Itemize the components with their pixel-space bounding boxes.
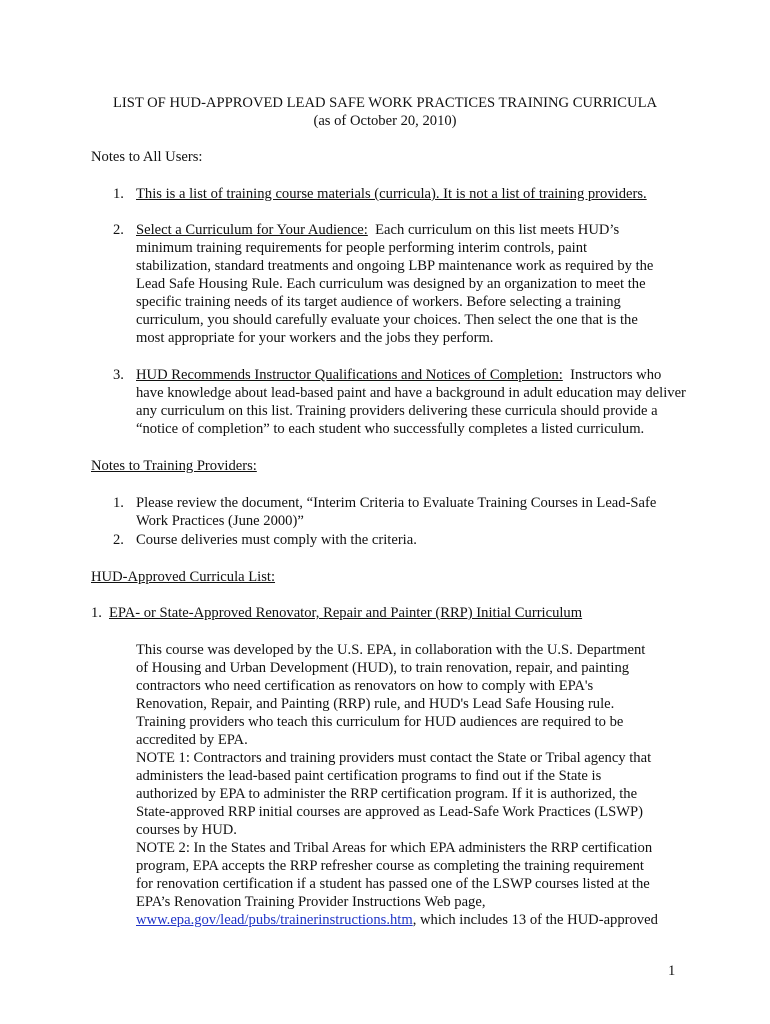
note-3-line: HUD Recommends Instructor Qualifications and Notices of Completion: Instructors who: [136, 367, 662, 383]
notes-providers-heading: Notes to Training Providers:: [91, 458, 257, 474]
document-date: (as of October 20, 2010): [313, 113, 457, 129]
note-3-line: have knowledge about lead-based paint and have a background in adult education may deliver: [136, 385, 686, 401]
curriculum-line: Training providers who teach this curriculum for HUD audiences are required to be: [136, 714, 624, 730]
curriculum-line: contractors who need certification as renovators on how to comply with EPA's: [136, 678, 594, 694]
curriculum-line: accredited by EPA.: [136, 732, 248, 748]
curriculum-line: program, EPA accepts the RRP refresher course as completing the training requirement: [136, 858, 644, 874]
curriculum-line: NOTE 1: Contractors and training providers must contact the State or Tribal agency that: [136, 750, 652, 766]
provider-note-line: Work Practices (June 2000)”: [136, 513, 304, 529]
curriculum-line: authorized by EPA to administer the RRP certification program. If it is authorized, the: [136, 786, 638, 802]
note-2-heading: Select a Curriculum for Your Audience:: [136, 222, 368, 238]
note-1-text: [136, 185, 647, 203]
provider-note-line: Course deliveries must comply with the criteria.: [136, 532, 417, 548]
note-number: 1.: [113, 186, 124, 202]
note-2-line: Lead Safe Housing Rule. Each curriculum was designed by an organization to meet the: [136, 276, 646, 292]
curriculum-line: State-approved RRP initial courses are approved as Lead-Safe Work Practices (LSWP): [136, 804, 644, 820]
note-3-heading: HUD Recommends Instructor Qualifications and Notices of Completion:: [136, 367, 563, 383]
note-3-line: “notice of completion” to each student who successfully completes a listed curriculum.: [136, 421, 645, 437]
curriculum-line: administers the lead-based paint certification programs to find out if the State is: [136, 768, 602, 784]
note-number: 3.: [113, 367, 124, 383]
note-2-line: most appropriate for your workers and the jobs they perform.: [136, 330, 494, 346]
note-2-line: specific training needs of its target audience of workers. Before selecting a training: [136, 294, 621, 310]
document-title: LIST OF HUD-APPROVED LEAD SAFE WORK PRACTICES TRAINING CURRICULA: [112, 95, 658, 111]
curriculum-line: Renovation, Repair, and Painting (RRP) rule, and HUD's Lead Safe Housing rule.: [136, 696, 615, 712]
curricula-heading: HUD-Approved Curricula List:: [91, 569, 276, 585]
notes-all-heading: Notes to All Users:: [91, 149, 203, 165]
note-1-underlined: This is a list of training course materials (curricula). It is not a list of training providers.: [136, 186, 647, 202]
note-3-line: any curriculum on this list. Training providers delivering these curricula should provide a: [136, 403, 658, 419]
provider-note-line: Please review the document, “Interim Criteria to Evaluate Training Courses in Lead-Safe: [136, 495, 657, 511]
curriculum-line: This course was developed by the U.S. EPA, in collaboration with the U.S. Department: [136, 642, 646, 658]
note-2-line: curriculum, you should carefully evaluate your choices. Then select the one that is the: [136, 312, 638, 328]
curriculum-line: EPA’s Renovation Training Provider Instructions Web page,: [136, 894, 486, 910]
note-number: 2.: [113, 222, 124, 238]
curriculum-line: for renovation certification if a student has passed one of the LSWP courses listed at the: [136, 876, 650, 892]
curriculum-line: courses by HUD.: [136, 822, 237, 838]
curriculum-line: of Housing and Urban Development (HUD), to train renovation, repair, and painting: [136, 660, 630, 676]
curriculum-line: NOTE 2: In the States and Tribal Areas for which EPA administers the RRP certification: [136, 840, 653, 856]
note-2-line: Select a Curriculum for Your Audience: Each curriculum on this list meets HUD’s: [136, 222, 620, 238]
note-2-line: stabilization, standard treatments and ongoing LBP maintenance work as required by the: [136, 258, 654, 274]
curriculum-title: EPA- or State-Approved Renovator, Repair and Painter (RRP) Initial Curriculum: [109, 605, 583, 621]
note-2-line: minimum training requirements for people performing interim controls, paint: [136, 240, 588, 256]
provider-note-number: 1.: [113, 495, 124, 511]
curriculum-number: 1.: [91, 605, 102, 621]
provider-note-number: 2.: [113, 532, 124, 548]
curriculum-line-with-link: www.epa.gov/lead/pubs/trainerinstructions.htm, which includes 13 of the HUD-approved: [136, 912, 658, 928]
page-number: 1: [668, 963, 676, 979]
epa-trainer-instructions-link[interactable]: www.epa.gov/lead/pubs/trainerinstructions.htm: [136, 912, 413, 928]
